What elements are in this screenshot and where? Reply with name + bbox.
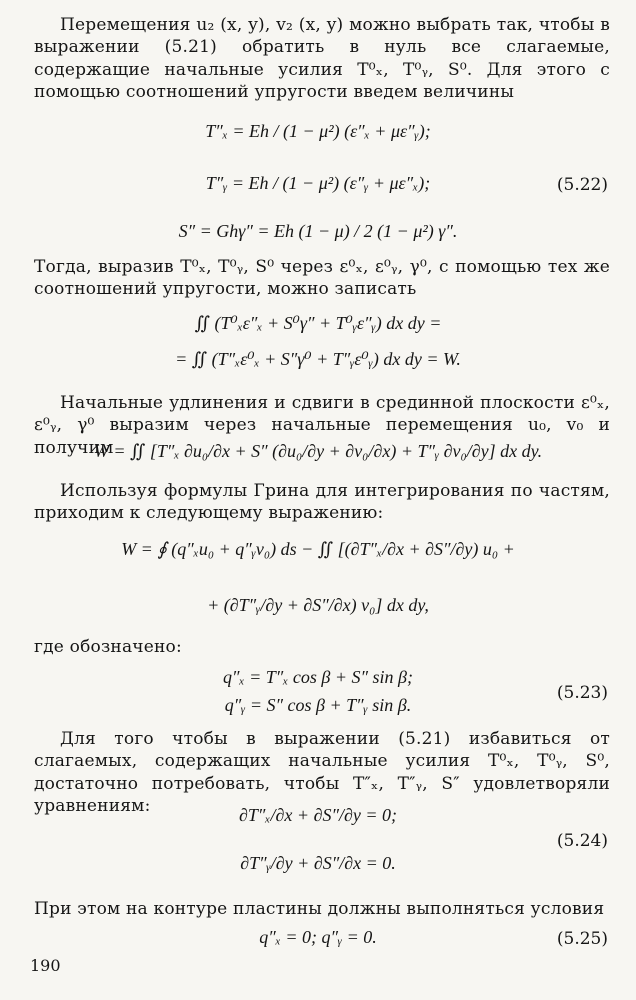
equation-5-23-b: q″ᵧ = S″ cos β + T″ᵧ sin β. [224,695,412,715]
equation-integral-2: = ∬ (T″ₓε⁰ₓ + S″γ⁰ + T″ᵧε⁰ᵧ) dx dy = W. [175,349,461,369]
equation-5-22-b: T″ᵧ = Eh / (1 − μ²) (ε″ᵧ + με″ₓ); [205,173,431,193]
equation-5-23-a: q″ₓ = T″ₓ cos β + S″ sin β; [223,667,413,687]
paragraph-contour: При этом на контуре пластины должны выполняться условия [34,899,605,919]
equation-green-1: W = ∮ (q″ₓu₀ + q″ᵧv₀) ds − ∬ [(∂T″ₓ/∂x + ∂S″/∂y) u₀ + [121,539,515,559]
equation-5-22-c: S″ = Ghγ″ = Eh (1 − μ) / 2 (1 − μ²) γ″. [178,221,458,241]
paragraph-initial-strains: Начальные удлинения и сдвиги в срединной плоскости ε⁰ₓ, ε⁰ᵧ, γ⁰ выразим через начальные перемещения u₀, v₀ и получим [34,393,610,458]
paragraph-express: Тогда, выразив T⁰ₓ, T⁰ᵧ, S⁰ через ε⁰ₓ, ε⁰ᵧ, γ⁰, с помощью тех же соотношений упругости, можно записать [34,257,610,300]
equation-number-5-24: (5.24) [556,831,608,851]
equation-green-2: + (∂T″ᵧ/∂y + ∂S″/∂x) v₀] dx dy, [207,595,429,615]
page-number: 190 [30,956,61,975]
equation-5-25: q″ₓ = 0; q″ᵧ = 0. [259,927,377,947]
equation-5-22-a: T″ₓ = Eh / (1 − μ²) (ε″ₓ + με″ᵧ); [205,121,431,141]
equation-number-5-23: (5.23) [556,683,608,703]
paragraph-where: где обозначено: [34,637,182,657]
paragraph-conditions: Для того чтобы в выражении (5.21) избавиться от слагаемых, содержащих начальные усилия T⁰ₓ, T⁰ᵧ, S⁰, достаточно потребовать, чтобы T″ₓ, T″ᵧ, S″ удовлетворяли уравнениям: [34,729,610,817]
paragraph-intro: Перемещения u₂ (x, y), v₂ (x, y) можно выбрать так, чтобы в выражении (5.21) обратить в нуль все слагаемые, содержащие начальные усилия T⁰ₓ, T⁰ᵧ, S⁰. Для этого с помощью соотношений упругости введем величины [34,15,610,103]
equation-number-5-25: (5.25) [556,929,608,949]
equation-integral-1: ∬ (T⁰ₓε″ₓ + S⁰γ″ + T⁰ᵧε″ᵧ) dx dy = [194,313,442,333]
equation-w-strain-energy: W = ∬ [T″ₓ ∂u₀/∂x + S″ (∂u₀/∂y + ∂v₀/∂x) + T″ᵧ ∂v₀/∂y] dx dy. [93,441,543,461]
equation-5-24-b: ∂T″ᵧ/∂y + ∂S″/∂x = 0. [240,853,396,873]
equation-5-24-a: ∂T″ₓ/∂x + ∂S″/∂y = 0; [239,805,397,825]
equation-number-5-22: (5.22) [556,175,608,195]
paragraph-green: Используя формулы Грина для интегрирования по частям, приходим к следующему выражению: [34,481,610,524]
